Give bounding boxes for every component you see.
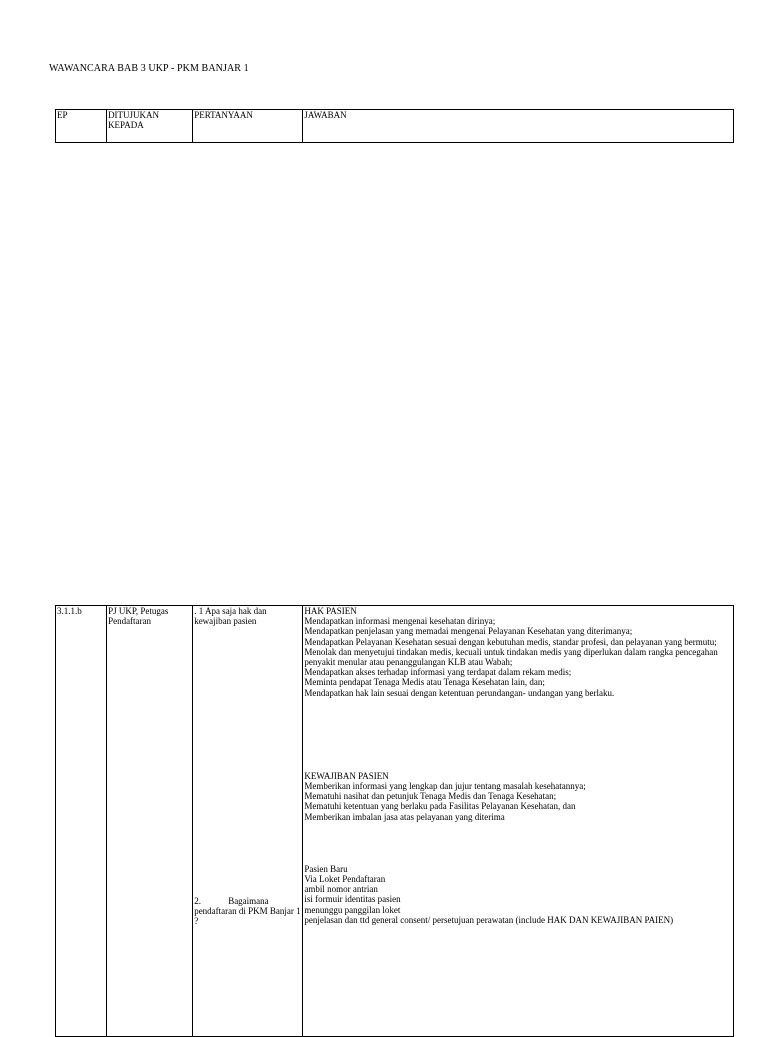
header-ep: EP xyxy=(56,110,107,143)
list-item: isi formuir identitas pasien xyxy=(304,894,401,905)
cell-pertanyaan xyxy=(193,606,303,1037)
list-item: Memberikan informasi yang lengkap dan jujur tentang masalah kesehatannya; xyxy=(304,781,586,792)
question-2 xyxy=(194,896,301,927)
hak-pasien-heading: HAK PASIEN xyxy=(304,606,357,616)
header-row xyxy=(56,110,734,143)
header-pertanyaan: PERTANYAAN xyxy=(193,110,303,143)
list-item: Mematuhi nasihat dan petunjuk Tenaga Medis dan Tenaga Kesehatan; xyxy=(304,791,557,802)
list-item: ambil nomor antrian xyxy=(304,884,378,895)
cell-jawaban xyxy=(303,606,734,1037)
question-2-first: Bagaimana xyxy=(228,896,269,906)
table-row xyxy=(56,606,734,1037)
cell-ditujukan-kepada: PJ UKP, Petugas Pendaftaran xyxy=(107,606,193,1037)
kewajiban-pasien-heading: KEWAJIBAN PASIEN xyxy=(304,770,389,781)
question-2-number: 2. xyxy=(194,896,201,906)
list-item: Menolak dan menyetujui tindakan medis, kecuali untuk tindakan medis yang diperlukan dalam rangka pencegahan penyakit menular atau penanggulangan KLB atau Wabah; xyxy=(304,646,718,668)
question-2-rest: pendaftaran di PKM Banjar 1 ? xyxy=(194,906,301,927)
document-title: WAWANCARA BAB 3 UKP - PKM BANJAR 1 xyxy=(49,63,249,74)
list-item: Meminta pendapat Tenaga Medis atau Tenaga Kesehatan lain, dan; xyxy=(304,677,545,688)
list-item: menunggu panggilan loket xyxy=(304,904,401,915)
list-item: Mendapatkan akses terhadap informasi yang terdapat dalam rekam medis; xyxy=(304,667,572,678)
header-ditujukan-kepada: DITUJUKAN KEPADA xyxy=(107,110,193,143)
header-jawaban: JAWABAN xyxy=(303,110,734,143)
list-item: Mendapatkan penjelasan yang memadai mengenai Pelayanan Kesehatan yang diterimanya; xyxy=(304,626,633,637)
list-item: Via Loket Pendaftaran xyxy=(304,874,386,885)
list-item: penjelasan dan ttd general consent/ persetujuan perawatan (include HAK DAN KEWAJIBAN PAIEN) xyxy=(304,914,674,925)
list-item: Memberikan imbalan jasa atas pelayanan yang diterima xyxy=(304,811,505,822)
list-item: Mendapatkan hak lain sesuai dengan ketentuan perundangan- undangan yang berlaku. xyxy=(304,687,615,698)
cell-ep: 3.1.1.b xyxy=(56,606,107,1037)
content-table xyxy=(55,605,734,1037)
pendaftaran-heading: Pasien Baru xyxy=(304,863,348,874)
list-item: Mematuhi ketentuan yang berlaku pada Fasilitas Pelayanan Kesehatan, dan xyxy=(304,801,576,812)
list-item: Mendapatkan informasi mengenai kesehatan dirinya; xyxy=(304,616,496,627)
header-table xyxy=(55,109,734,143)
list-item: Mendapatkan Pelayanan Kesehatan sesuai dengan kebutuhan medis, standar profesi, dan pelayanan yang bermutu; xyxy=(304,636,717,647)
question-1: . 1 Apa saja hak dan kewajiban pasien xyxy=(194,606,267,627)
